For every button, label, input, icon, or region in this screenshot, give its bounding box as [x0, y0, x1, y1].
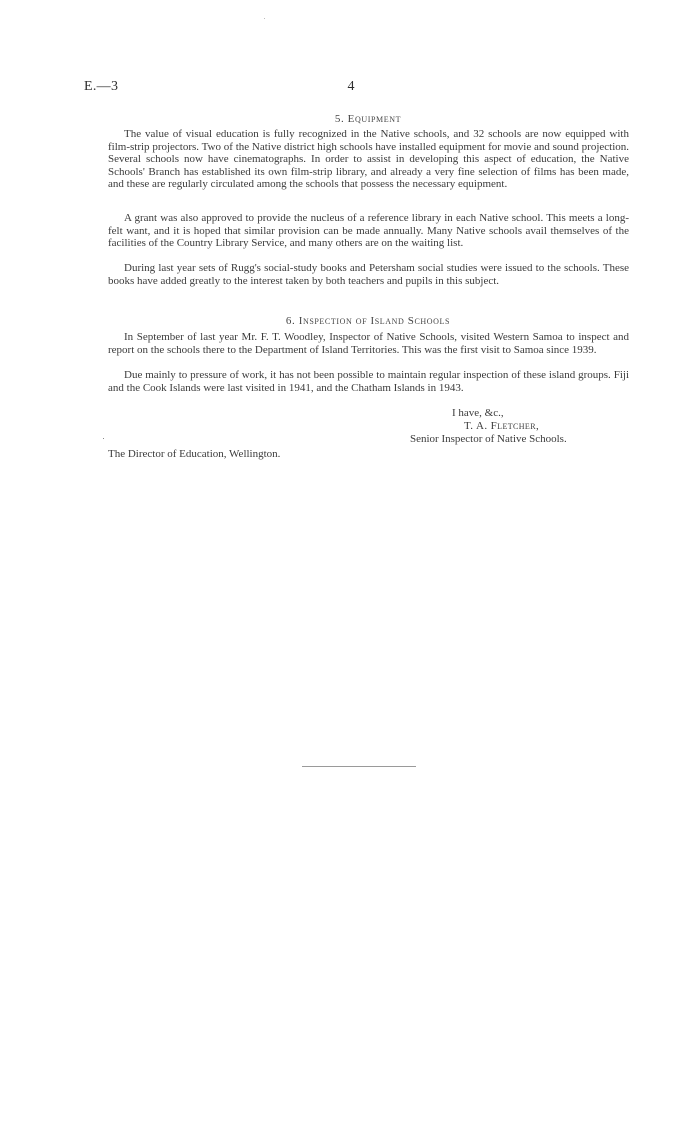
- print-speck: [264, 18, 265, 19]
- end-rule: [302, 766, 416, 767]
- paragraph-samoa-visit: In September of last year Mr. F. T. Woodley, Inspector of Native Schools, visited Western Samoa to inspect and report on the schools there to the Department of Island Territories. This was the first visit to Samoa since 1939.: [108, 331, 629, 356]
- section-heading-inspection: 6. Inspection of Island Schools: [285, 315, 451, 327]
- print-speck: [103, 438, 104, 439]
- paragraph-reference-library: A grant was also approved to provide the nucleus of a reference library in each Native school. This meets a long-felt want, and it is hoped that similar provision can be made annually. Many Native schools avail themselves of the facilities of the Country Library Service, and many others are on the waiting list.: [108, 212, 629, 250]
- paragraph-island-groups: Due mainly to pressure of work, it has not been possible to maintain regular inspection of these island groups. Fiji and the Cook Islands were last visited in 1941, and the Chatham Islands in 1943.: [108, 369, 629, 394]
- page-number: 4: [347, 79, 355, 94]
- section-heading-equipment: 5. Equipment: [334, 113, 402, 125]
- addressee: The Director of Education, Wellington.: [108, 448, 281, 460]
- document-code: E.—3: [84, 79, 119, 94]
- paragraph-visual-education: The value of visual education is fully recognized in the Native schools, and 32 schools are now equipped with film-strip projectors. Two of the Native district high schools have installed equipment for movie and sound projection. Several schools now have cinematographs. In order to assist in developing this aspect of education, the Native Schools' Branch has established its own film-strip library, and already a very fine selection of films has been made, and these are regularly circulated among the schools that possess the necessary equipment.: [108, 128, 629, 191]
- paragraph-social-study-books: During last year sets of Rugg's social-study books and Petersham social studies were issued to the schools. These books have added greatly to the interest taken by both teachers and pupils in this subject.: [108, 262, 629, 287]
- signature-title: Senior Inspector of Native Schools.: [410, 433, 567, 445]
- signature-closing: I have, &c.,: [452, 407, 504, 419]
- signature-name: T. A. Fletcher,: [464, 420, 540, 432]
